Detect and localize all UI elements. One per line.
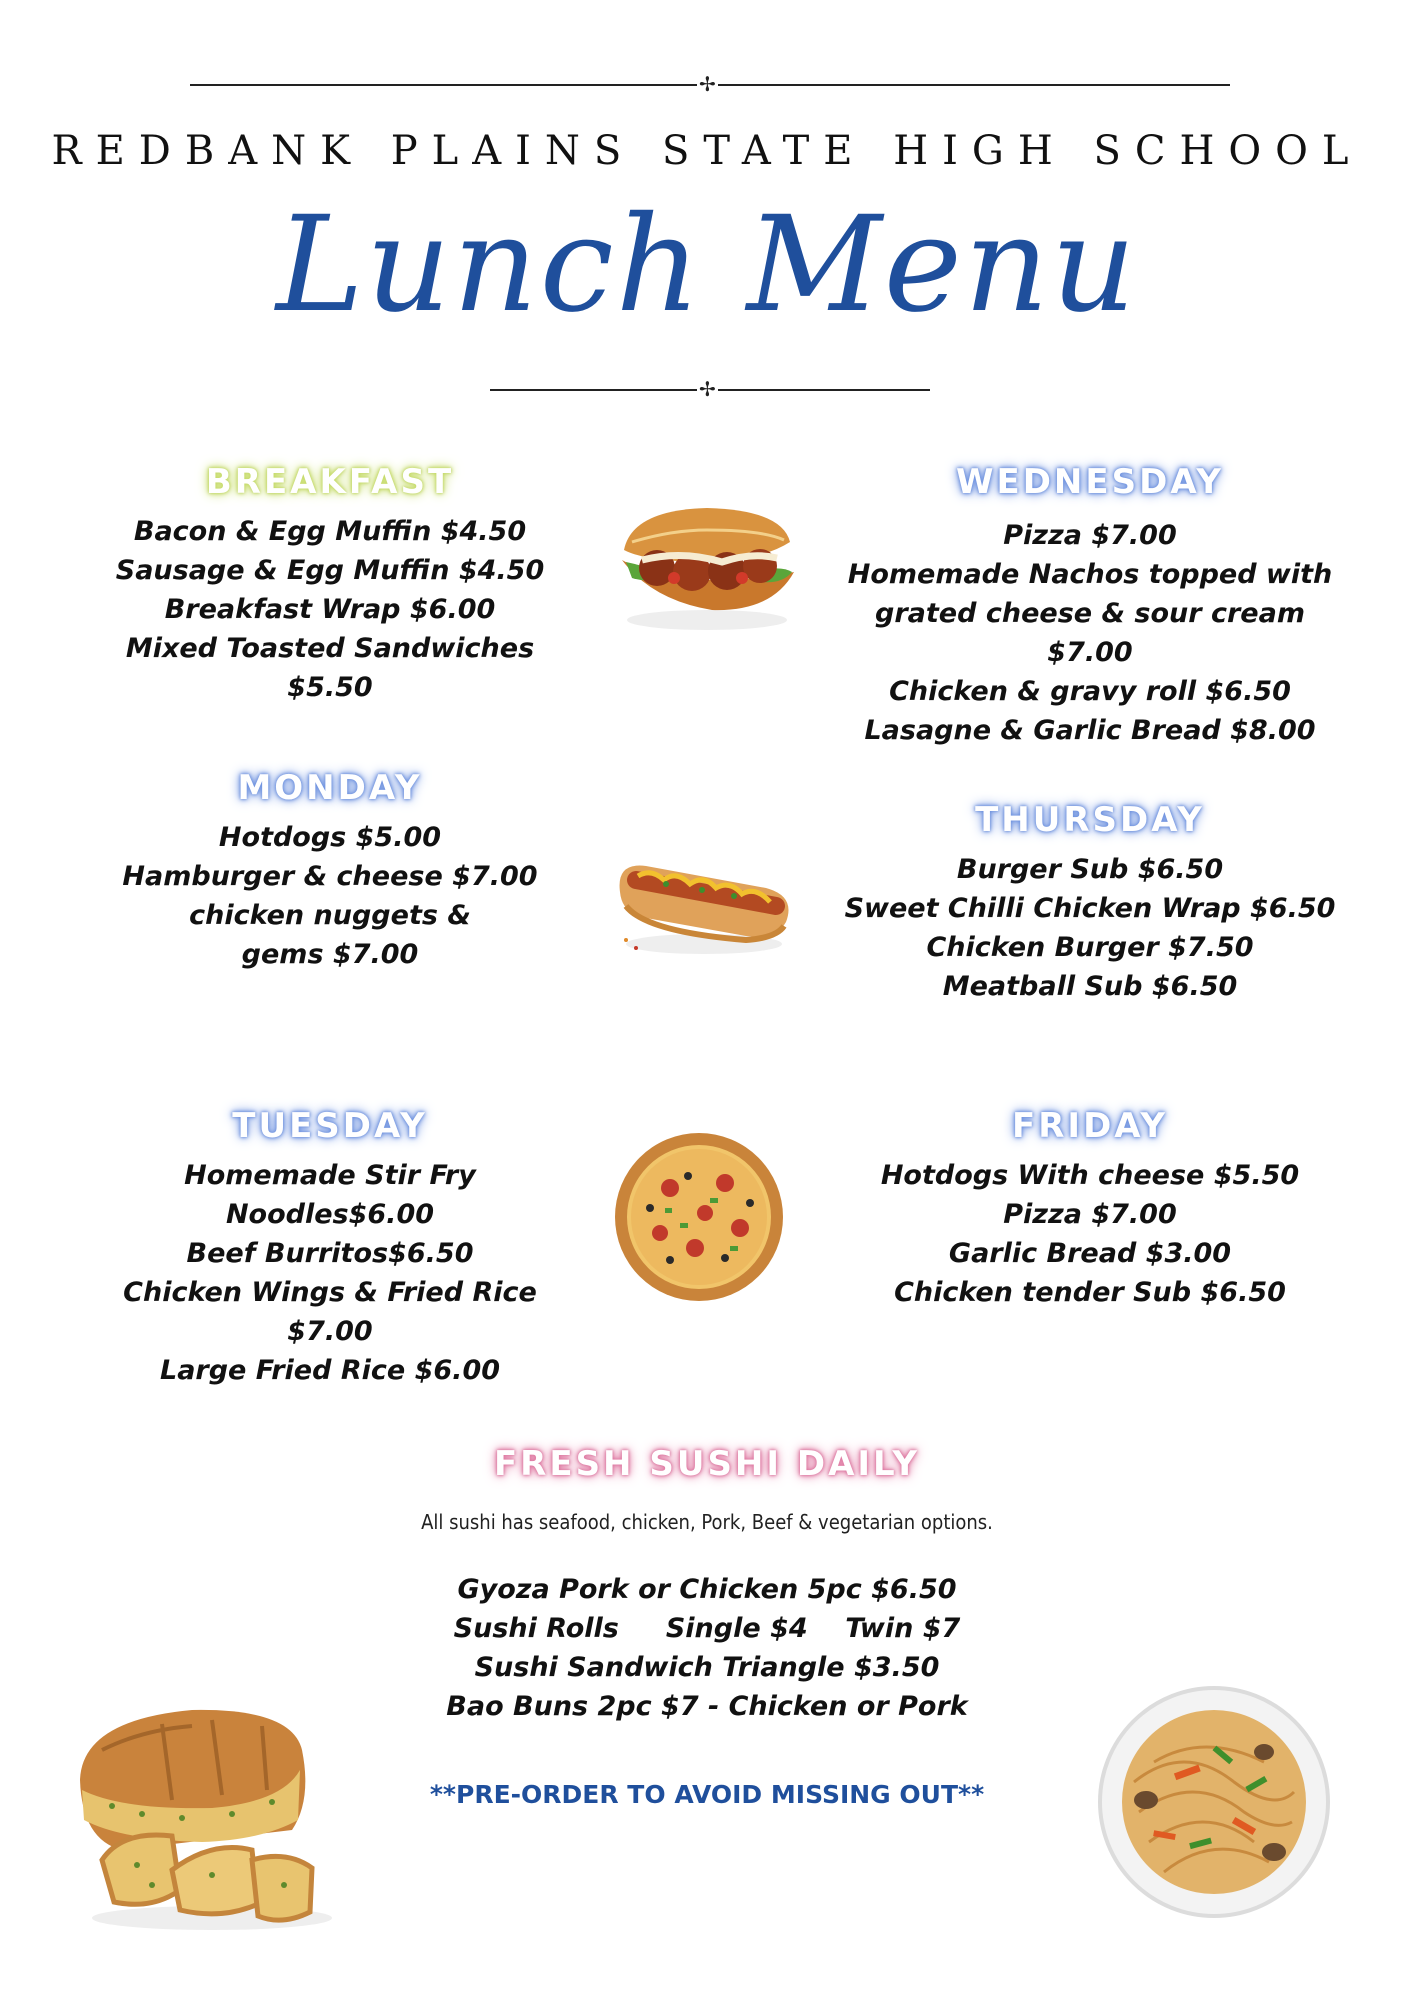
- sushi-heading: FRESH SUSHI DAILY: [493, 1444, 921, 1484]
- sushi-heading-wrap: [0, 1444, 1414, 1494]
- menu-title: Lunch Menu: [276, 188, 1138, 342]
- breakfast-heading: BREAKFAST: [205, 462, 455, 502]
- menu-item: $5.50: [287, 672, 373, 703]
- tuesday-section: [100, 1106, 560, 1390]
- menu-item: $7.00: [287, 1316, 373, 1347]
- menu-item: grated cheese & sour cream $7.00: [875, 598, 1305, 668]
- menu-item: Noodles$6.00: [225, 1199, 435, 1230]
- menu-item: Hotdogs $5.00: [218, 822, 442, 853]
- noodles-image: [1094, 1682, 1334, 1922]
- meatball-sub-image: [612, 480, 802, 640]
- school-name: REDBANK PLAINS STATE HIGH SCHOOL: [51, 128, 1363, 174]
- menu-item: chicken nuggets &: [189, 900, 471, 931]
- breakfast-section: [100, 462, 560, 707]
- thursday-heading: THURSDAY: [975, 800, 1205, 840]
- pizza-image: [610, 1128, 788, 1306]
- menu-item: Mixed Toasted Sandwiches: [125, 633, 535, 664]
- menu-item: Chicken Burger $7.50: [926, 932, 1254, 963]
- menu-item: Breakfast Wrap $6.00: [164, 594, 496, 625]
- tuesday-heading: TUESDAY: [232, 1106, 428, 1146]
- menu-item: Bao Buns 2pc $7 - Chicken or Pork: [446, 1691, 968, 1722]
- menu-item: gems $7.00: [241, 939, 419, 970]
- menu-item: Pizza $7.00: [1003, 1199, 1177, 1230]
- menu-item: Garlic Bread $3.00: [948, 1238, 1232, 1269]
- friday-section: [830, 1106, 1350, 1312]
- wednesday-heading: WEDNESDAY: [955, 462, 1225, 502]
- menu-item: Lasagne & Garlic Bread $8.00: [864, 715, 1316, 746]
- wednesday-section: [830, 462, 1350, 750]
- menu-item: Homemade Stir Fry: [184, 1160, 476, 1191]
- menu-item: Sushi Rolls Single $4 Twin $7: [453, 1613, 961, 1644]
- top-ornament-icon: ✢: [699, 72, 716, 96]
- menu-item: Large Fried Rice $6.00: [159, 1355, 501, 1386]
- sushi-note: All sushi has seafood, chicken, Pork, Beef & vegetarian options.: [421, 1510, 993, 1534]
- monday-section: [100, 768, 560, 974]
- monday-heading: MONDAY: [237, 768, 423, 808]
- thursday-section: [830, 800, 1350, 1006]
- menu-item: Hamburger & cheese $7.00: [122, 861, 538, 892]
- friday-heading: FRIDAY: [1012, 1106, 1168, 1146]
- menu-item: Pizza $7.00: [1003, 520, 1177, 551]
- menu-item: Homemade Nachos topped with: [847, 559, 1333, 590]
- menu-item: Bacon & Egg Muffin $4.50: [133, 516, 527, 547]
- menu-item: Burger Sub $6.50: [956, 854, 1224, 885]
- hotdog-image: [606, 822, 802, 972]
- menu-item: Sushi Sandwich Triangle $3.50: [474, 1652, 940, 1683]
- menu-item: Chicken tender Sub $6.50: [894, 1277, 1286, 1308]
- menu-item: Chicken Wings & Fried Rice: [123, 1277, 537, 1308]
- title-ornament-icon: ✢: [699, 377, 716, 401]
- menu-item: Beef Burritos$6.50: [186, 1238, 474, 1269]
- menu-item: Sausage & Egg Muffin $4.50: [115, 555, 545, 586]
- menu-item: Sweet Chilli Chicken Wrap $6.50: [844, 893, 1336, 924]
- menu-item: Hotdogs With cheese $5.50: [880, 1160, 1300, 1191]
- preorder-callout: **PRE-ORDER TO AVOID MISSING OUT**: [429, 1780, 985, 1809]
- menu-item: Chicken & gravy roll $6.50: [889, 676, 1291, 707]
- garlic-bread-image: [62, 1690, 352, 1940]
- menu-item: Meatball Sub $6.50: [942, 971, 1238, 1002]
- menu-item: Gyoza Pork or Chicken 5pc $6.50: [457, 1574, 957, 1605]
